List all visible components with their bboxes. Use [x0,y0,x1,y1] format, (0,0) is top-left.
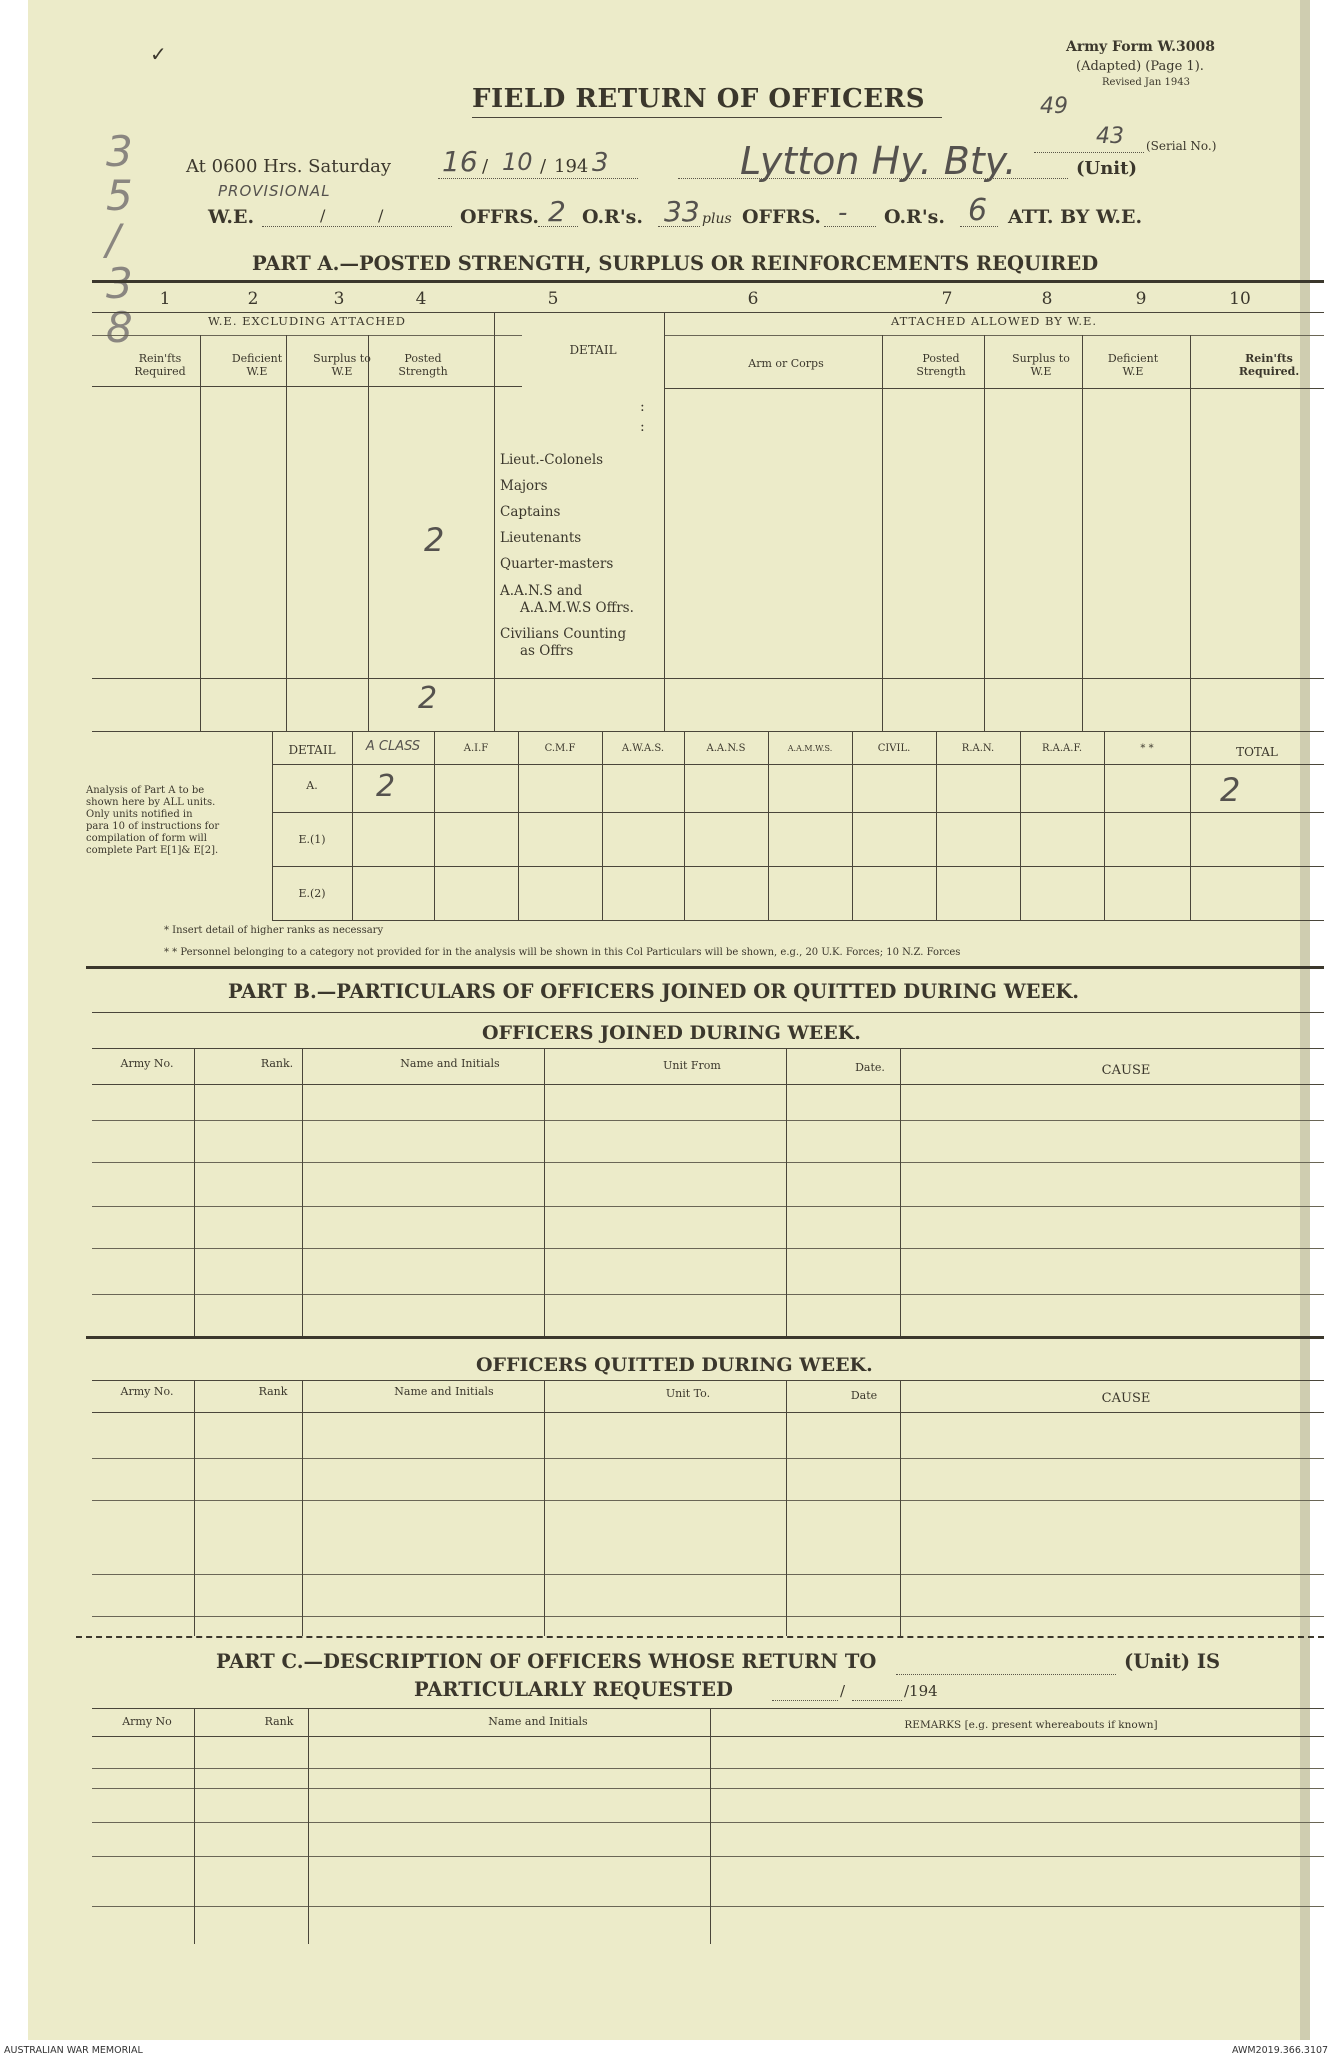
analysis-vline-j [1104,731,1105,921]
part-a-vline-5 [664,312,665,731]
date-month: 10 [502,148,533,176]
analysis-note-1: Analysis of Part A to be [86,785,205,796]
ors2-value: 6 [968,193,988,228]
analysis-vline-d [602,731,603,921]
rank-lieut-colonels: Lieut.-Colonels [500,452,604,468]
joined-vline-1 [194,1048,195,1338]
date-year-suffix: 3 [592,148,609,178]
analysis-note-6: complete Part E[1]& E[2]. [86,845,219,856]
rank-majors: Majors [500,478,548,494]
analysis-note-5: compilation of form will [86,833,207,844]
part-a-rule-top [92,280,1324,283]
part-c-unit-dotline [896,1674,1116,1675]
rank-aans: A.A.N.S and [500,583,583,599]
joined-row-1 [92,1120,1324,1121]
part-a-vline-8 [1082,335,1083,731]
analysis-note-4: para 10 of instructions for [86,821,220,832]
form-adapted: (Adapted) (Page 1). [1076,59,1204,74]
part-a-header-rule-left [92,386,522,387]
part-c-row-2 [92,1788,1324,1789]
quitted-vline-5 [900,1380,901,1636]
analysis-head-other: * * [1140,743,1154,754]
quitted-rule-head [92,1412,1324,1413]
date-dotline [438,178,638,179]
head-reinfts-required: Rein'fts Required [134,352,186,378]
part-a-title: PART A.—POSTED STRENGTH, SURPLUS OR REINFORCEMENTS REQUIRED [252,252,1099,275]
analysis-head-detail: DETAIL [288,743,336,757]
detail-colon-1: : [640,399,645,415]
analysis-vline-f [768,731,769,921]
joined-head-rank: Rank. [260,1057,294,1070]
col-number-5: 5 [547,289,559,309]
we-dotline [262,226,452,227]
quitted-head-army-no: Army No. [120,1385,174,1398]
provisional-note: PROVISIONAL [218,182,331,200]
serial-number-top: 49 [1040,94,1068,119]
quitted-head-date: Date [850,1389,878,1402]
quitted-row-1 [92,1458,1324,1459]
analysis-vline-h [936,731,937,921]
unit-dotline [678,178,1068,179]
footer-right: AWM2019.366.3107 [1232,2045,1329,2056]
unit-label: (Unit) [1076,158,1137,179]
date-day: 16 [442,145,478,178]
analysis-head-ran: R.A.N. [961,743,995,754]
joined-row-4 [92,1248,1324,1249]
analysis-head-a-class: A CLASS [365,739,421,754]
plus-label: plus [702,211,732,227]
analysis-head-aif: A.I.F [463,743,489,754]
form-title: FIELD RETURN OF OFFICERS [472,84,925,114]
rank-as-offrs: as Offrs [520,643,574,659]
analysis-vline-i [1020,731,1021,921]
quitted-vline-4 [786,1380,787,1636]
head-att-posted-strength: Posted Strength [916,352,966,378]
margin-marks: 3 5 / 3 8 [106,127,133,352]
quitted-head-rank: Rank [258,1385,288,1398]
analysis-vline-c [518,731,519,921]
part-c-head-name: Name and Initials [488,1715,588,1728]
analysis-rule-bottom [272,920,1324,921]
we-excluding-label: W.E. EXCLUDING ATTACHED [207,314,407,328]
quitted-vline-1 [194,1380,195,1636]
ors2-dotline [960,226,998,227]
date-sep-1: / [482,156,489,177]
analysis-rule-e1 [272,866,1324,867]
part-c-head-army-no: Army No [122,1715,172,1728]
joined-head-name: Name and Initials [400,1057,500,1070]
ors-dotline [658,226,700,227]
offrs-label: OFFRS. [460,206,539,228]
analysis-rule-top [92,731,1324,732]
joined-vline-2 [302,1048,303,1338]
part-c-rule-head [92,1736,1324,1737]
part-c-head-rank: Rank [264,1715,294,1728]
ors-label: O.R's. [582,206,643,228]
rank-lieutenants: Lieutenants [500,530,582,546]
analysis-head-total: TOTAL [1236,745,1278,759]
analysis-vline-b [434,731,435,921]
unit-value: Lytton Hy. Bty. [740,139,1017,183]
head-att-reinfts-required: Rein'fts Required. [1238,352,1300,378]
rank-captains: Captains [500,504,561,520]
analysis-head-cmf: C.M.F [544,743,576,754]
head-att-deficient-we: Deficient W.E [1107,352,1159,378]
att-label: ATT. BY W.E. [1008,206,1143,228]
part-c-row-5 [92,1906,1324,1907]
analysis-head-raaf: R.A.A.F. [1041,743,1083,754]
analysis-note-3: Only units notified in [86,809,193,820]
part-a-vline-1 [200,335,201,731]
paper-edge [1300,0,1310,2040]
analysis-a-class-value: 2 [376,769,396,804]
joined-rule-head [92,1084,1324,1085]
part-c-title-line2: PARTICULARLY REQUESTED [414,1678,733,1701]
offrs2-value: - [838,198,848,228]
part-a-vline-7 [984,335,985,731]
quitted-rule-top [92,1380,1324,1381]
joined-head-army-no: Army No. [120,1057,174,1070]
quitted-row-4 [92,1616,1324,1617]
joined-vline-3 [544,1048,545,1338]
quitted-row-3 [92,1574,1324,1575]
col-number-7: 7 [941,289,953,309]
col-number-6: 6 [747,289,759,309]
part-c-head-remarks: REMARKS [e.g. present whereabouts if known] [904,1719,1158,1731]
part-c-row-1 [92,1768,1324,1769]
at-hours-label: At 0600 Hrs. Saturday [186,156,392,177]
quitted-vline-3 [544,1380,545,1636]
part-a-vline-3 [368,335,369,731]
tick-mark: ✓ [150,42,167,66]
joined-vline-5 [900,1048,901,1338]
analysis-rule-a [272,812,1324,813]
analysis-row-e2: E.(2) [298,887,326,900]
analysis-a-total-value: 2 [1220,771,1241,809]
joined-title: OFFICERS JOINED DURING WEEK. [482,1022,861,1044]
analysis-rule-head [272,764,1324,765]
part-a-subrule-left [92,335,522,336]
title-underline [472,117,942,118]
head-posted-strength: Posted Strength [398,352,448,378]
part-c-vline-2 [308,1708,309,1944]
part-a-vline-4 [494,312,495,731]
serial-number-bottom: 43 [1096,124,1124,149]
offrs-value: 2 [548,195,566,228]
analysis-row-a: A. [306,779,318,792]
lieutenants-posted-strength: 2 [424,521,445,559]
part-b-rule-top [86,966,1324,969]
quitted-row-2 [92,1500,1324,1501]
part-c-dashed-rule [76,1636,1324,1638]
form-number: Army Form W.3008 [1066,39,1216,55]
part-c-date-dotline-2 [852,1700,902,1701]
analysis-head-aamws: A.A.M.W.S. [787,744,833,753]
total-posted-strength: 2 [418,681,438,716]
form-revised: Revised Jan 1943 [1102,77,1190,88]
analysis-note-2: shown here by ALL units. [86,797,216,808]
part-c-title-line1: PART C.—DESCRIPTION OF OFFICERS WHOSE RETURN TO [216,1650,877,1673]
joined-row-2 [92,1162,1324,1163]
part-c-title-unit: (Unit) IS [1124,1650,1221,1673]
rank-quarter-masters: Quarter-masters [500,556,614,572]
head-surplus-we: Surplus to W.E [313,352,371,378]
we-sep-1: / [320,206,326,225]
joined-head-unit-from: Unit From [663,1059,721,1072]
col-number-1: 1 [159,289,171,309]
joined-row-3 [92,1206,1324,1207]
footnote-1: * Insert detail of higher ranks as necessary [164,925,384,936]
analysis-head-awas: A.W.A.S. [621,743,665,754]
part-c-row-3 [92,1822,1324,1823]
col-number-2: 2 [247,289,259,309]
col-number-8: 8 [1041,289,1053,309]
analysis-row-e1: E.(1) [298,833,326,846]
serial-dotline [1034,152,1144,153]
footer-left: AUSTRALIAN WAR MEMORIAL [4,2045,143,2056]
col-number-3: 3 [333,289,345,309]
joined-rule-top [92,1048,1324,1049]
detail-heading: DETAIL [569,343,617,357]
part-c-vline-3 [710,1708,711,1944]
rank-aamws: A.A.M.W.S Offrs. [520,600,634,616]
part-a-vline-9 [1190,335,1191,731]
analysis-vline-k [1190,731,1191,921]
analysis-vline-g [852,731,853,921]
part-c-row-4 [92,1856,1324,1857]
joined-head-date: Date. [855,1061,885,1074]
quitted-head-cause: CAUSE [1101,1391,1151,1406]
analysis-head-aans: A.A.N.S [706,743,746,754]
analysis-vline-a [352,731,353,921]
joined-row-5 [92,1294,1324,1295]
part-b-rule-title [92,1012,1324,1013]
attached-allowed-label: ATTACHED ALLOWED BY W.E. [890,314,1098,328]
form-sheet [28,0,1310,2040]
analysis-vline-e [684,731,685,921]
col-number-4: 4 [415,289,427,309]
rank-civilians: Civilians Counting [500,626,627,642]
offrs2-label: OFFRS. [742,206,821,228]
ors-value: 33 [664,195,700,228]
part-c-date-sep: / [840,1682,846,1700]
we-sep-2: / [378,206,384,225]
part-c-title-year: /194 [904,1682,938,1700]
quitted-head-unit-to: Unit To. [665,1387,711,1400]
offrs-dotline [538,226,578,227]
part-c-vline-1 [194,1708,195,1944]
col-number-9: 9 [1135,289,1147,309]
part-a-subrule-right [664,335,1324,336]
serial-label: (Serial No.) [1146,139,1217,153]
part-a-vline-2 [286,335,287,731]
joined-vline-4 [786,1048,787,1338]
part-a-total-rule [92,678,1324,679]
detail-colon-2: : [640,419,645,435]
ors2-label: O.R's. [884,206,945,228]
quitted-head-name: Name and Initials [394,1385,494,1398]
part-a-vline-6 [882,335,883,731]
footnote-2: * * Personnel belonging to a category not provided for in the analysis will be shown in this Col Particulars will be shown, e.g., 20 U.K. Forces; 10 N.Z. Forces [164,947,961,958]
head-att-surplus-we: Surplus to W.E [1012,352,1070,378]
date-sep-2: / [540,156,547,177]
head-arm-or-corps: Arm or Corps [748,357,824,370]
part-b-title: PART B.—PARTICULARS OF OFFICERS JOINED OR QUITTED DURING WEEK. [228,980,1080,1003]
part-c-rule-top [92,1708,1324,1709]
part-c-date-dotline-1 [772,1700,838,1701]
quitted-rule-top-thick [86,1336,1324,1339]
part-a-rule-numbers [92,312,1324,313]
date-year-prefix: 194 [554,156,589,177]
analysis-head-civil: CIVIL. [877,743,911,754]
col-number-10: 10 [1229,289,1251,309]
we-label: W.E. [208,206,255,228]
part-a-header-rule-right [664,388,1324,389]
offrs2-dotline [824,226,876,227]
joined-head-cause: CAUSE [1101,1063,1151,1078]
head-deficient-we: Deficient W.E [231,352,283,378]
quitted-title: OFFICERS QUITTED DURING WEEK. [476,1354,873,1376]
quitted-vline-2 [302,1380,303,1636]
